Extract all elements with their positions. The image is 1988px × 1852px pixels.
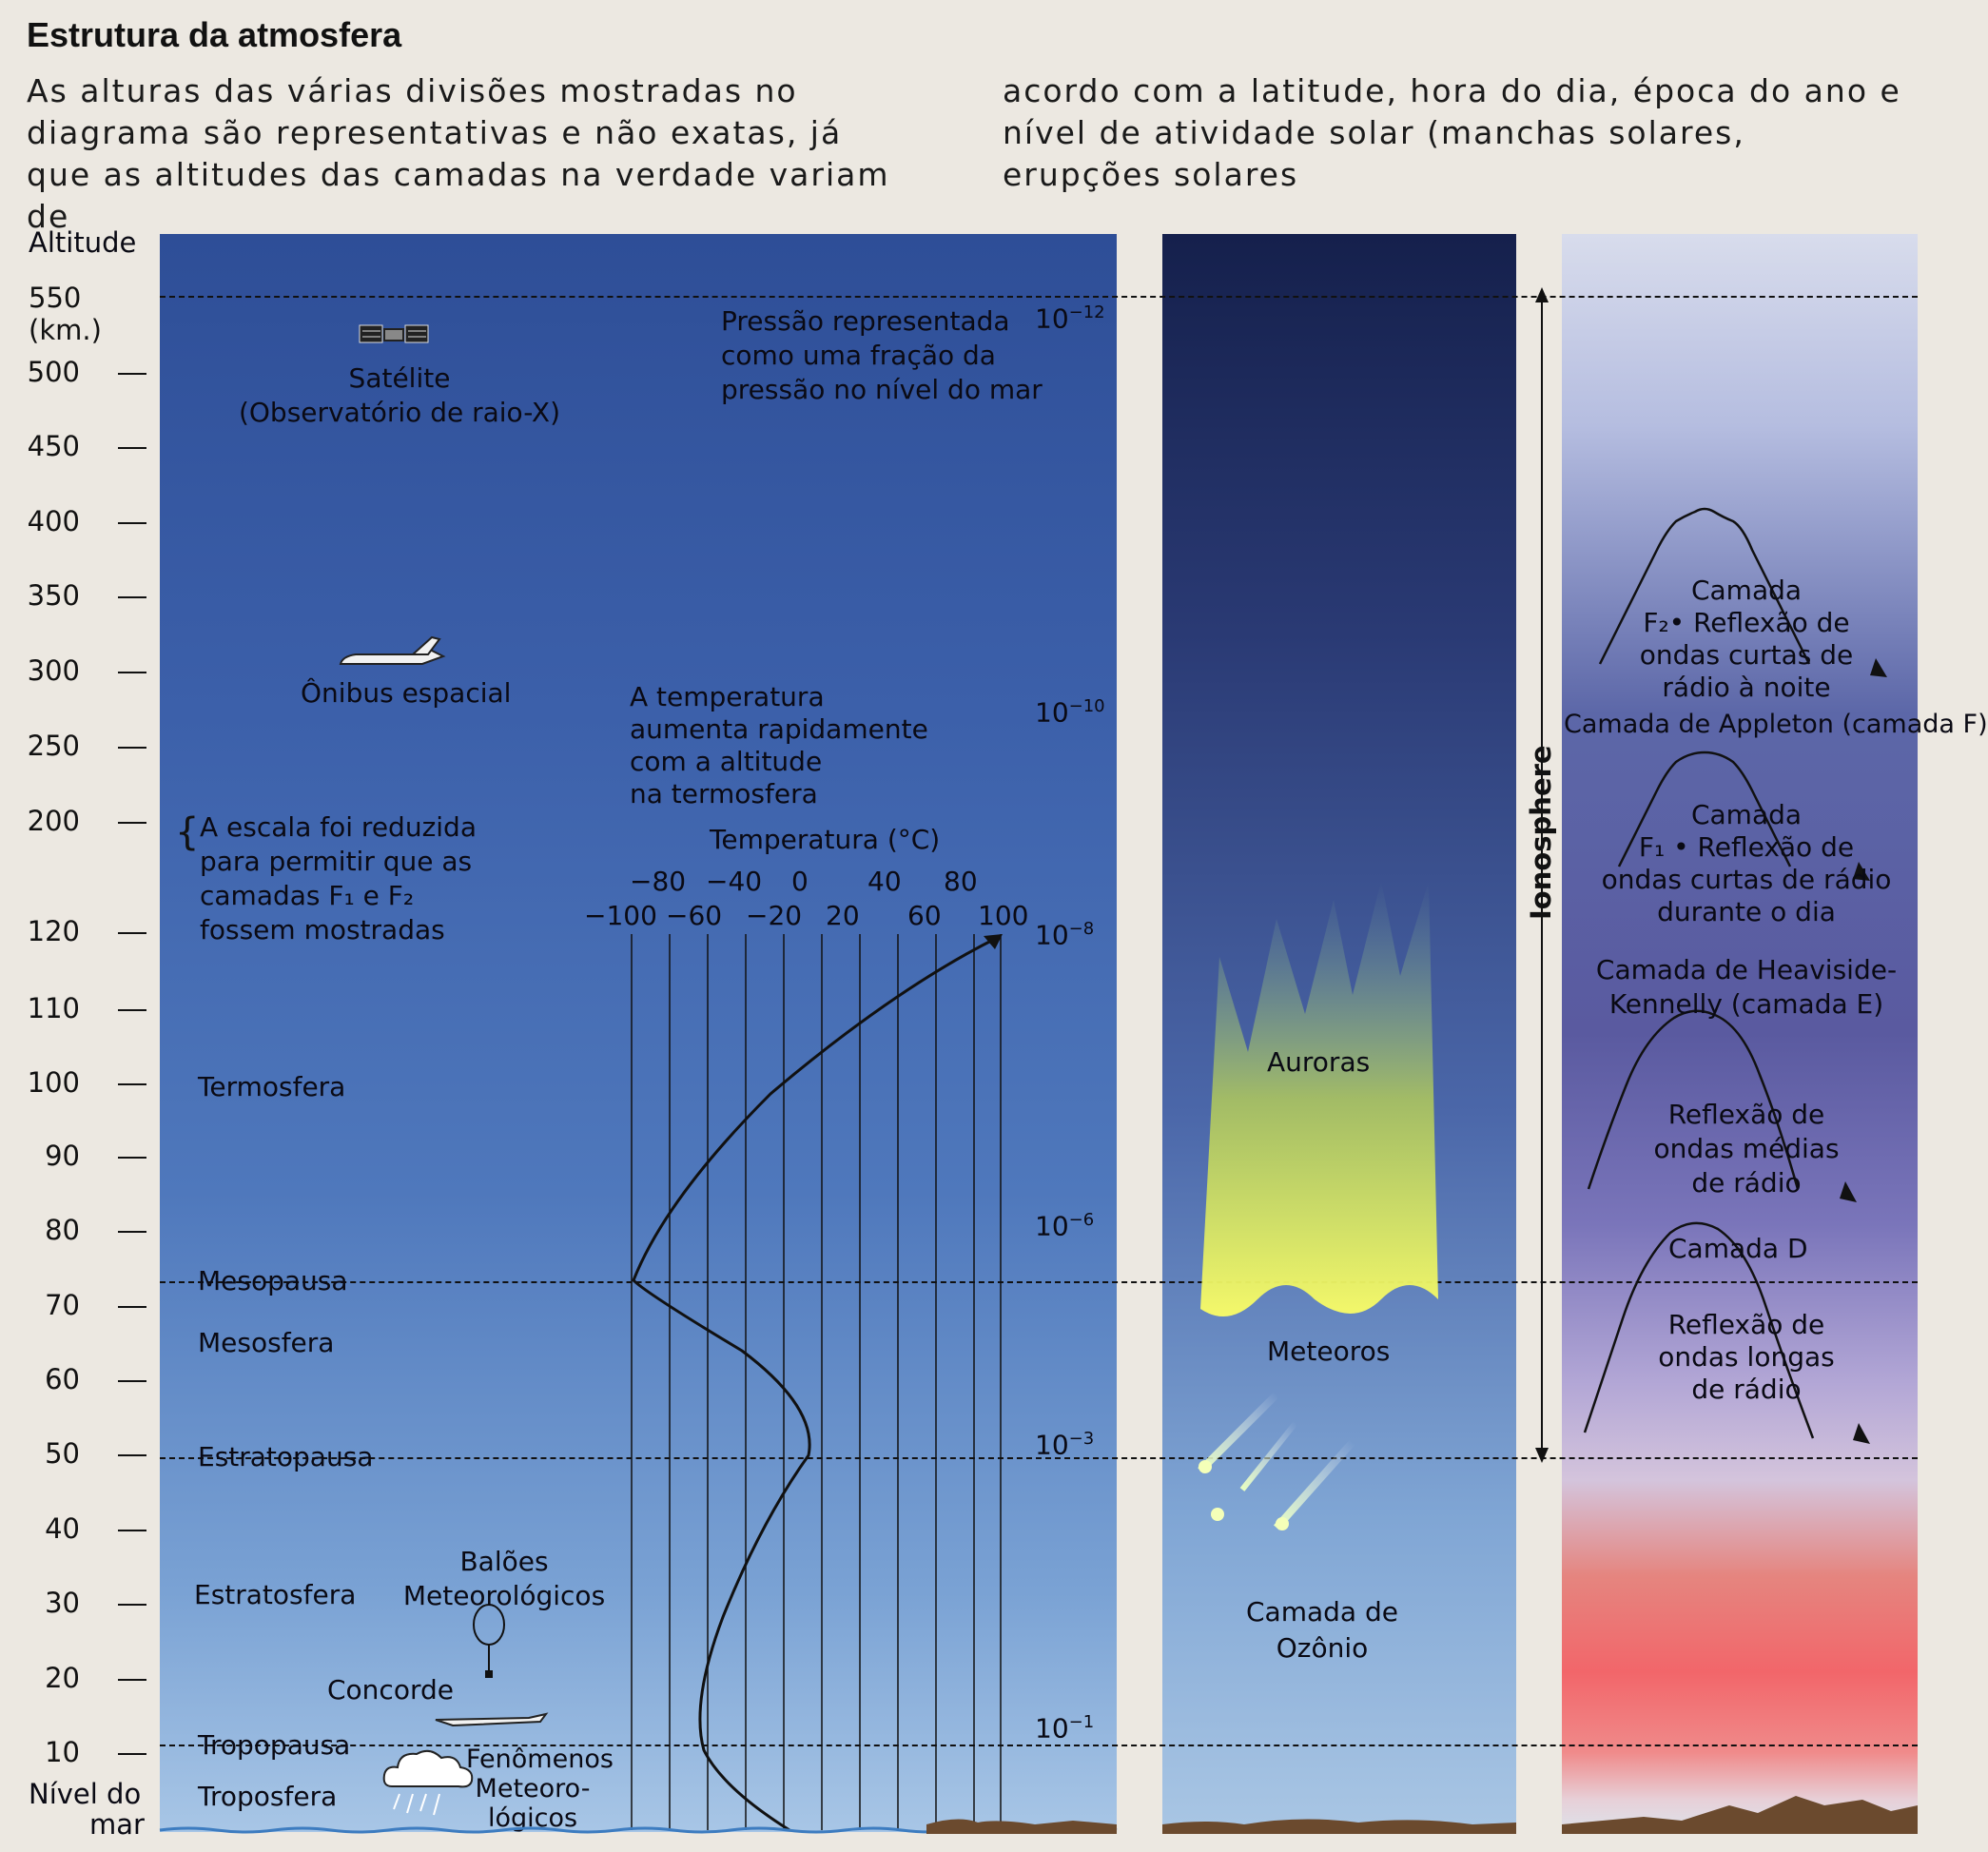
- temperature-axis-title: Temperatura (°C): [710, 824, 941, 855]
- f2-line-3: ondas curtas de: [1639, 639, 1854, 671]
- shuttle-label: Ônibus espacial: [301, 677, 512, 709]
- pressure-exponent: −3: [1068, 1429, 1095, 1449]
- weather-line-2: Meteoro-: [475, 1774, 591, 1803]
- pressure-label: [1035, 1429, 1094, 1460]
- temperature-tick-bottom: 20: [826, 900, 860, 931]
- layer-estratosfera: Estratosfera: [194, 1579, 357, 1610]
- pressure-exponent: −10: [1068, 696, 1105, 716]
- pressure-label: [1035, 302, 1105, 334]
- pressure-label: [1035, 1712, 1094, 1744]
- meteor-1: [1199, 1460, 1212, 1473]
- f1-line-4: durante o dia: [1657, 896, 1836, 927]
- ionosphere-label: Ionosphere: [1525, 745, 1557, 920]
- meteor-trail-3: [1277, 1442, 1353, 1528]
- f1-line-1: Camada: [1690, 799, 1803, 830]
- altitude-tick-label: 60: [45, 1363, 80, 1395]
- radio-waves-art: [1562, 234, 1918, 1832]
- intro-text-right: acordo com a latitude, hora do dia, época do ano e nível de atividade solar (manchas solares, erupções solares: [1003, 72, 1901, 193]
- temperature-tick-top: 40: [867, 866, 902, 897]
- layer-tropopausa: Tropopausa: [198, 1729, 351, 1761]
- layer-estratopausa: Estratopausa: [198, 1441, 374, 1472]
- layer-troposfera: Troposfera: [198, 1781, 338, 1812]
- mountains-right: [1562, 1796, 1918, 1834]
- long-line-1: Reflexão de: [1667, 1309, 1825, 1340]
- f2-layer-label: [1604, 575, 1889, 704]
- altitude-tick-label: 250: [27, 730, 80, 762]
- weather-line-1: Fenômenos: [466, 1745, 614, 1774]
- pressure-label: [1035, 1210, 1094, 1241]
- scale-note-line-1: A escala foi reduzida: [200, 811, 477, 843]
- f2-line-1: Camada: [1690, 575, 1803, 606]
- ground-terrain: [160, 1777, 1918, 1834]
- altitude-tick-label: 30: [45, 1587, 80, 1619]
- altitude-tick-label: 300: [27, 654, 80, 687]
- altitude-tick-label: 80: [45, 1214, 80, 1246]
- f1-layer-label: [1585, 799, 1908, 928]
- f1-line-3: ondas curtas de rádio: [1601, 864, 1892, 895]
- sea-level-line-1: Nível do: [29, 1778, 142, 1810]
- layer-termosfera: Termosfera: [198, 1071, 346, 1102]
- altitude-tick-label: 400: [27, 505, 80, 537]
- altitude-axis-title: Altitude: [29, 226, 137, 259]
- satellite-name: Satélite: [348, 362, 451, 394]
- auroras-label: Auroras: [1267, 1046, 1371, 1078]
- pressure-base: 10: [1035, 919, 1069, 951]
- temperature-tick-bottom: 100: [978, 900, 1029, 931]
- temperature-tick-bottom: −20: [746, 900, 803, 931]
- long-wave-label: [1642, 1309, 1851, 1406]
- medium-line-1: Reflexão de: [1667, 1099, 1825, 1130]
- temp-note-line-4: na termosfera: [630, 778, 818, 809]
- temp-note-line-1: A temperatura: [630, 681, 825, 712]
- ground-middle: [1162, 1819, 1516, 1834]
- pressure-exponent: −6: [1068, 1210, 1095, 1230]
- heaviside-layer-label: [1585, 953, 1908, 1022]
- temperature-tick-top: −40: [706, 866, 763, 897]
- concorde-icon: [434, 1706, 548, 1729]
- d-layer-label: Camada D: [1668, 1233, 1808, 1264]
- satellite-desc: (Observatório de raio-X): [238, 397, 561, 428]
- meteor-3: [1276, 1517, 1289, 1530]
- medium-line-3: de rádio: [1691, 1167, 1802, 1199]
- pressure-base: 10: [1035, 1429, 1069, 1461]
- heaviside-line-1: Camada de Heaviside-: [1595, 954, 1898, 985]
- pressure-base: 10: [1035, 1712, 1069, 1745]
- intro-text-left: As alturas das várias divisões mostradas no diagrama são representativas e não exatas, já que as altitudes das camadas na verdade variam de: [27, 72, 890, 235]
- temperature-tick-top: 0: [791, 866, 809, 897]
- medium-wave-label: [1642, 1098, 1851, 1200]
- layer-mesosfera: Mesosfera: [198, 1327, 335, 1358]
- pressure-exponent: −8: [1068, 919, 1095, 939]
- balloons-label: [400, 1545, 609, 1613]
- altitude-tick-label: 90: [45, 1140, 80, 1172]
- temperature-tick-top: 80: [944, 866, 978, 897]
- appleton-layer-label: Camada de Appleton (camada F): [1564, 710, 1988, 739]
- pressure-note-line-3: pressão no nível do mar: [721, 374, 1043, 405]
- medium-line-2: ondas médias: [1653, 1133, 1840, 1164]
- altitude-tick-label: 40: [45, 1512, 80, 1545]
- temperature-tick-top: −80: [630, 866, 687, 897]
- long-arrowhead: [1853, 1423, 1870, 1444]
- pressure-note-line-2: como uma fração da: [721, 340, 996, 371]
- altitude-tick-label: 100: [27, 1066, 80, 1099]
- phenomena-art: [1162, 234, 1516, 1832]
- pressure-label: [1035, 919, 1094, 950]
- ground-left: [926, 1819, 1117, 1834]
- weather-balloon-icon: [470, 1604, 508, 1680]
- altitude-tick-label: 450: [27, 430, 80, 462]
- long-line-3: de rádio: [1691, 1374, 1802, 1405]
- temperature-curve: [633, 938, 997, 1830]
- altitude-tick-label: 200: [27, 805, 80, 837]
- altitude-tick-label: 70: [45, 1289, 80, 1321]
- ozone-line-2: Ozônio: [1276, 1632, 1369, 1664]
- layer-mesopausa: Mesopausa: [198, 1265, 348, 1296]
- pressure-note-line-1: Pressão representada: [721, 305, 1010, 337]
- pressure-base: 10: [1035, 696, 1069, 729]
- aurora-glow: [1200, 881, 1438, 1316]
- altitude-tick-label: 20: [45, 1662, 80, 1694]
- altitude-tick-label: 350: [27, 579, 80, 612]
- ozone-line-1: Camada de: [1246, 1596, 1398, 1628]
- f2-line-4: rádio à noite: [1662, 672, 1831, 703]
- brace-icon: {: [175, 810, 200, 854]
- scale-note-line-4: fossem mostradas: [200, 914, 445, 945]
- pressure-base: 10: [1035, 302, 1069, 335]
- long-line-2: ondas longas: [1658, 1341, 1835, 1373]
- meteor-2: [1211, 1508, 1224, 1521]
- sea-level-line-2: mar: [89, 1808, 145, 1841]
- ozone-layer-label: [1227, 1594, 1417, 1667]
- altitude-tick-label: 50: [45, 1437, 80, 1470]
- f2-line-2: F₂• Reflexão de: [1643, 607, 1850, 638]
- temp-note-line-2: aumenta rapidamente: [630, 713, 928, 745]
- pressure-exponent: −12: [1068, 302, 1105, 322]
- pressure-exponent: −1: [1068, 1712, 1095, 1732]
- pressure-label: [1035, 696, 1105, 728]
- temp-note-line-3: com a altitude: [630, 746, 823, 777]
- altitude-tick-label: 550 (km.): [29, 282, 102, 346]
- temperature-tick-bottom: −100: [584, 900, 657, 931]
- pressure-base: 10: [1035, 1210, 1069, 1242]
- page-title: Estrutura da atmosfera: [27, 15, 402, 54]
- concorde-label: Concorde: [327, 1674, 454, 1706]
- meteors-label: Meteoros: [1267, 1335, 1391, 1367]
- balloons-line-2: Meteorológicos: [402, 1580, 606, 1611]
- temperature-tick-bottom: 60: [907, 900, 942, 931]
- altitude-tick-label: 500: [27, 356, 80, 388]
- scale-note-line-3: camadas F₁ e F₂: [200, 880, 415, 911]
- balloons-line-1: Balões: [459, 1546, 549, 1577]
- altitude-tick-label: 10: [45, 1736, 80, 1768]
- altitude-tick-label: 120: [27, 915, 80, 947]
- heaviside-line-2: Kennelly (camada E): [1608, 988, 1884, 1020]
- f1-line-2: F₁ • Reflexão de: [1638, 831, 1855, 863]
- temperature-tick-bottom: −60: [666, 900, 723, 931]
- meteor-trail-2: [1242, 1423, 1296, 1490]
- scale-note-line-2: para permitir que as: [200, 846, 473, 877]
- altitude-tick-label: 110: [27, 992, 80, 1024]
- weather-line-3: lógicos: [487, 1803, 578, 1833]
